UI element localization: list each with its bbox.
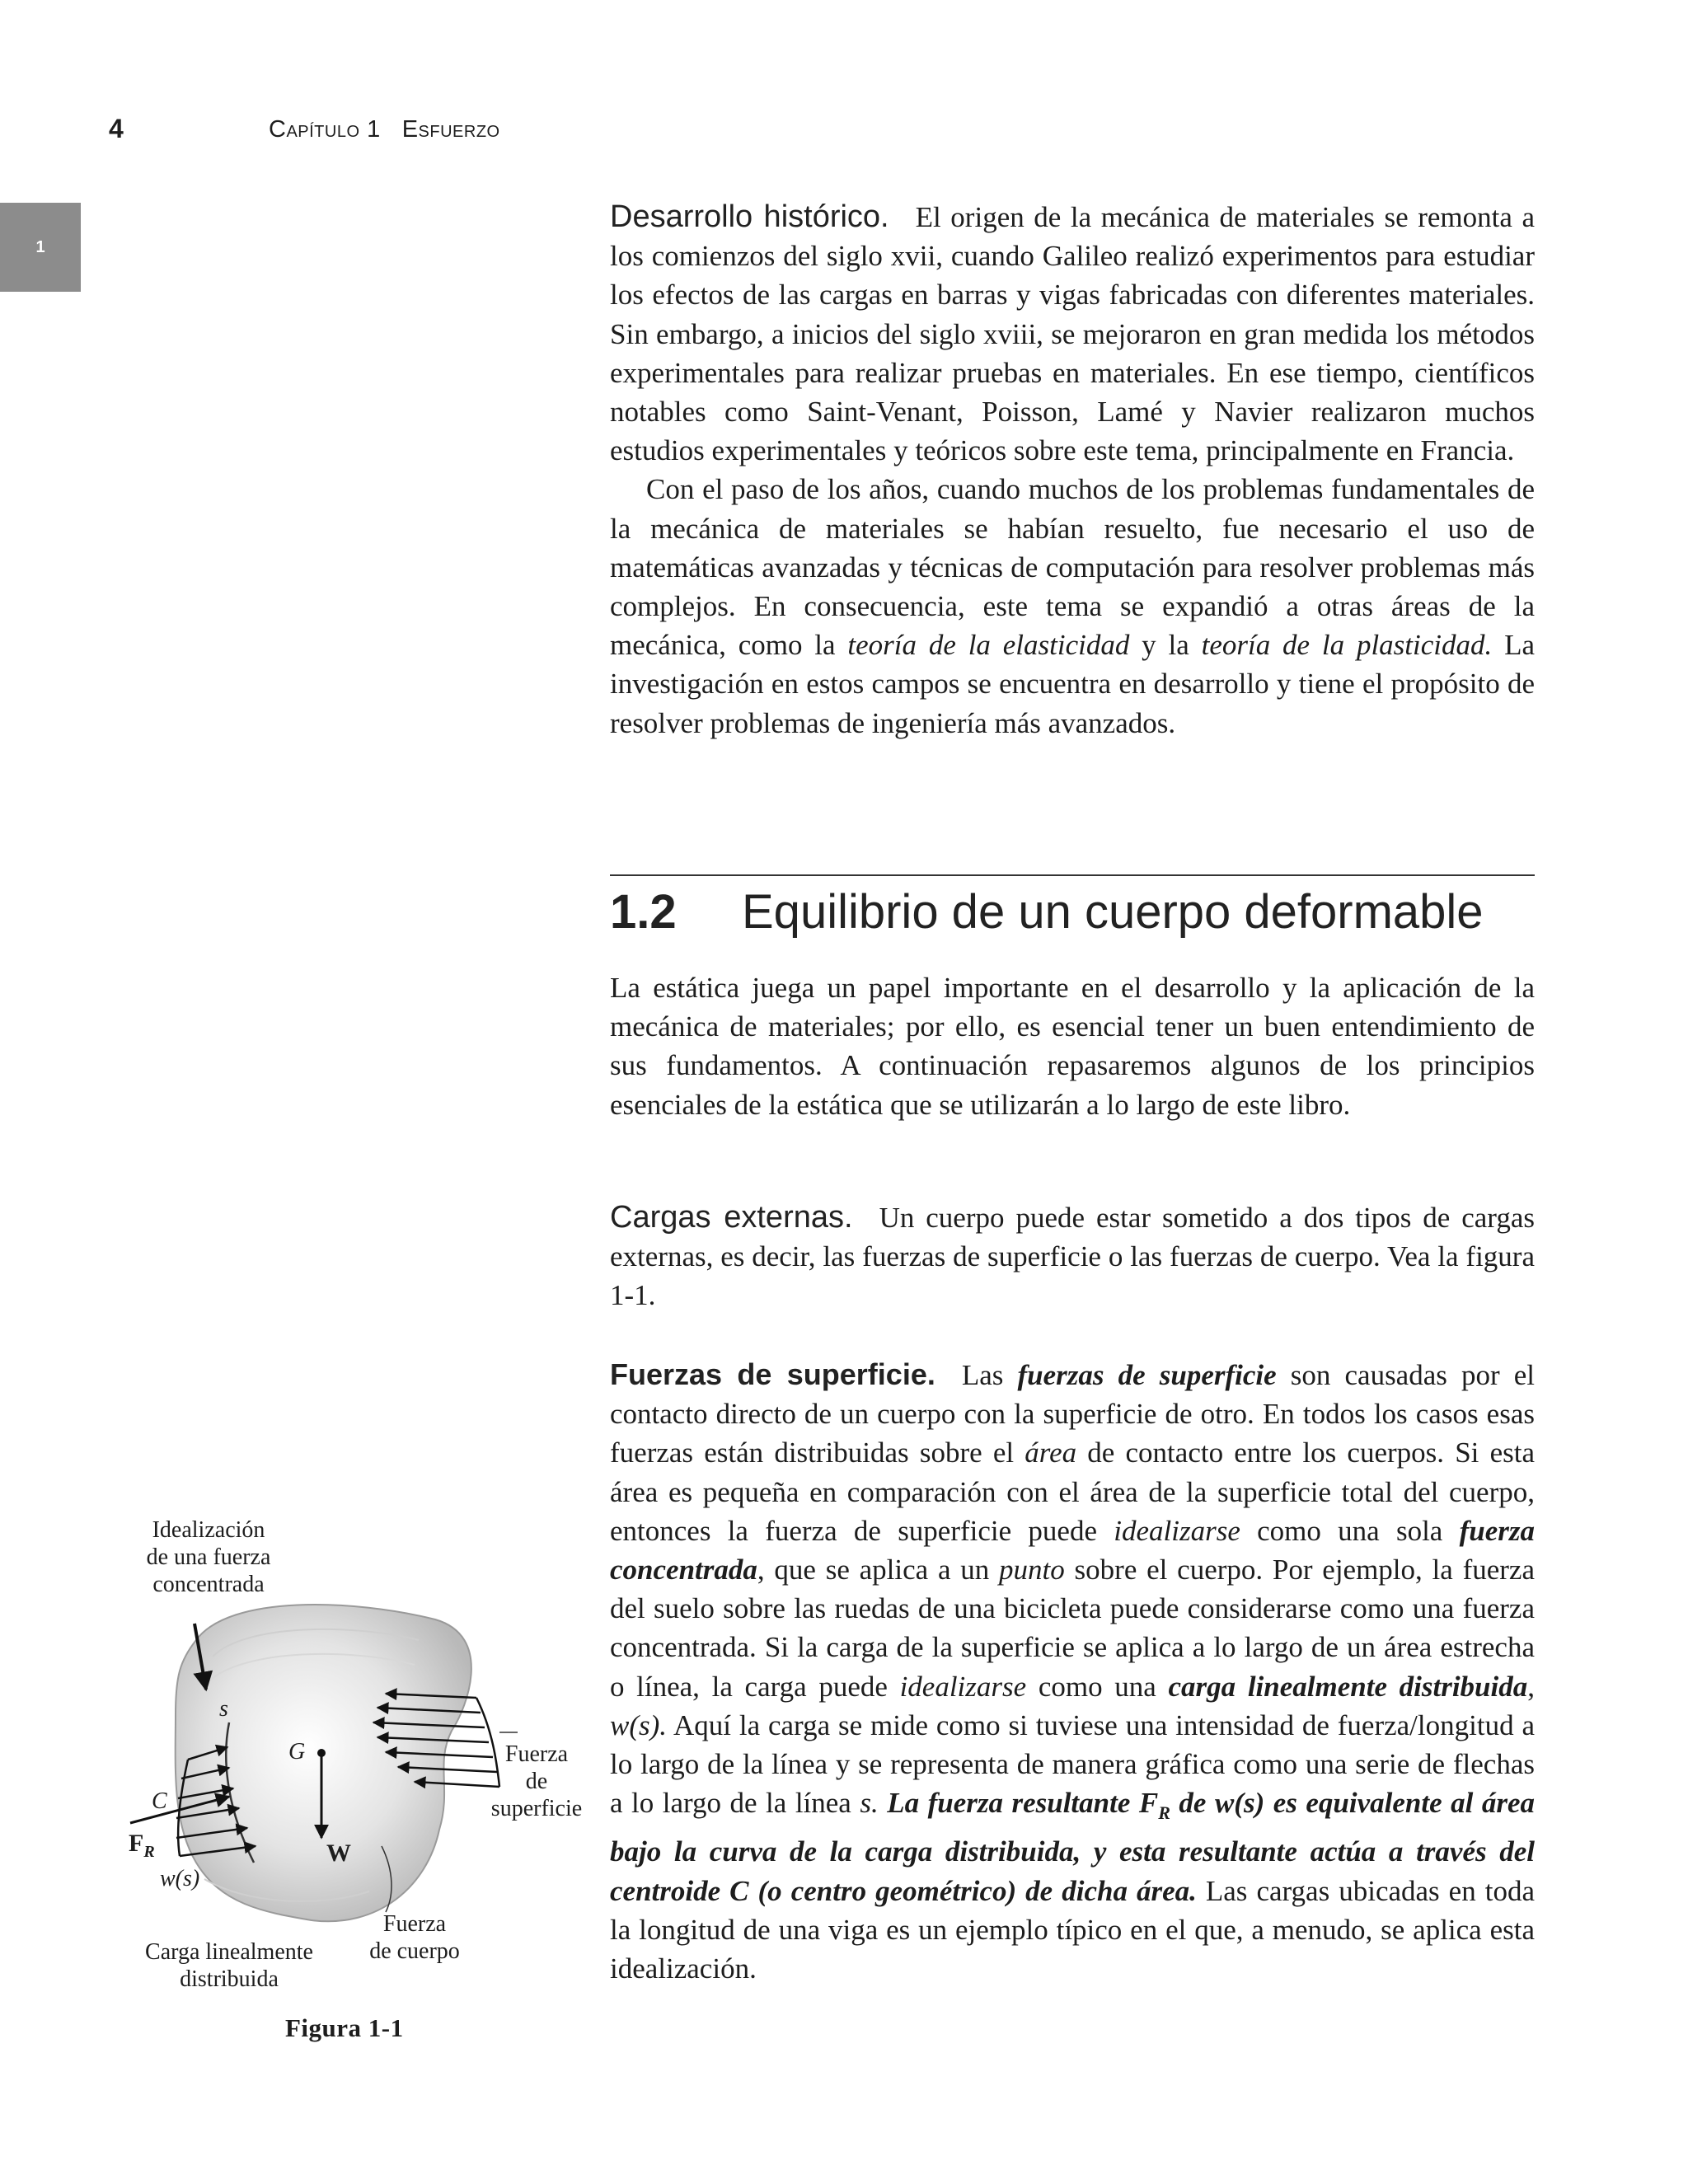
historical-text-1: El origen de la mecánica de materiales se remonta a los comienzos del siglo xvii, cuando Galileo realizó experimentos para estudiar los efectos de las cargas en barras y vigas fabricadas con diferentes materiales. Sin embargo, a inicios del siglo xviii, se mejoraron en gran medida los métodos experimentales para realizar pruebas en materiales. En ese tiempo, científicos notables como Saint-Venant, Poisson, Lamé y Navier realizaron muchos estudios experimentales y teóricos sobre este tema, principalmente en Francia. xyxy=(610,201,1535,467)
chapter-title: Esfuerzo xyxy=(401,116,500,143)
symbol-ws: w(s) xyxy=(160,1866,200,1891)
historical-paragraph-2 xyxy=(610,470,1535,742)
historical-text-2-italic-2: teoría de la plasticidad. xyxy=(1201,629,1493,662)
label-surface-force: Fuerza de superficie xyxy=(490,1741,583,1821)
label-concentrated-force: Idealización de una fuerza concentrada xyxy=(146,1517,271,1597)
sf-text-7: como una xyxy=(1026,1670,1169,1703)
sf-emph-6: idealizarse xyxy=(899,1670,1027,1703)
section-title: Equilibrio de un cuerpo deformable xyxy=(742,885,1484,939)
historical-text-2c: La investigación en estos campos se encuentra en desarrollo y tiene el propósito de resolver problemas de ingeniería más avanzados. xyxy=(610,629,1536,739)
historical-heading: Desarrollo histórico. xyxy=(610,199,889,234)
symbol-s: s xyxy=(219,1696,228,1722)
sf-emph-5: punto xyxy=(999,1554,1065,1586)
section-heading xyxy=(610,884,1535,940)
surface-forces-heading: Fuerzas de superficie. xyxy=(610,1357,935,1391)
symbol-W: W xyxy=(326,1840,351,1867)
sf-emph-10-sub: R xyxy=(1158,1802,1170,1824)
symbol-FR: $F_R$ xyxy=(129,1830,155,1861)
sf-emph-1: fuerzas de superficie xyxy=(1017,1359,1277,1391)
sf-text-5: , que se aplica a un xyxy=(757,1554,1000,1586)
sf-emph-3: idealizarse xyxy=(1114,1514,1240,1547)
historical-text-2a: Con el paso de los años, cuando muchos de los problemas fundamentales de la mecánica de materiales se habían resuelto, fue necesario el uso de matemáticas avanzadas y técnicas de computación para resolver problemas más complejos. En consecuencia, este tema se expandió a otras áreas de la mecánica, como la xyxy=(610,473,1535,662)
sf-text-2: son causadas por el contacto directo de un cuerpo con la superficie de otro. En todos los casos esas fuerzas están distribuidas sobre el xyxy=(610,1359,1535,1469)
section-number: 1.2 xyxy=(610,885,677,939)
surface-forces-block xyxy=(610,1355,1535,1988)
historical-text-2b: y la xyxy=(1129,629,1202,662)
sf-text-1: Las xyxy=(961,1359,1018,1391)
section-intro: La estática juega un papel importante en el desarrollo y la aplicación de la mecánica de materiales; por ello, es esencial tener un buen entendimiento de sus fundamentos. A continuación repasaremos algunos de los principios esenciales de la estática que se utilizarán a lo largo de este libro. xyxy=(610,972,1535,1121)
external-loads-text: Un cuerpo puede estar sometido a dos tipos de cargas externas, es decir, las fuerzas de superficie o las fuerzas de cuerpo. Vea la figura 1-1. xyxy=(610,1202,1535,1312)
external-loads-paragraph xyxy=(610,1198,1535,1315)
chapter-tab-number: 1 xyxy=(35,237,45,256)
external-loads-block xyxy=(610,1198,1535,1315)
sf-text-4: como una sola xyxy=(1240,1514,1460,1547)
sf-text-10: Las cargas ubicadas en toda la longitud de una viga es un ejemplo típico en el que, a menudo, se aplica esta idealización. xyxy=(610,1874,1535,1985)
symbol-C: C xyxy=(152,1788,167,1814)
sf-emph-9: s. xyxy=(860,1787,879,1820)
label-linear-load: Carga linealmente distribuida xyxy=(145,1939,313,1992)
sf-emph-10: La fuerza resultante F xyxy=(878,1787,1159,1820)
external-loads-heading: Cargas externas. xyxy=(610,1200,853,1235)
historical-section xyxy=(610,198,1535,743)
deformable-body xyxy=(176,1605,471,1921)
sf-emph-4: fuerza concentrada xyxy=(610,1514,1535,1586)
sf-text-3: de contacto entre los cuerpos. Si esta área es pequeña en comparación con el área de la superficie total del cuerpo, entonces la fuerza de superficie puede xyxy=(610,1436,1535,1547)
symbol-G: G xyxy=(288,1739,306,1765)
sf-text-6: sobre el cuerpo. Por ejemplo, la fuerza del suelo sobre las ruedas de una bicicleta puede considerarse como una fuerza concentrada. Si la carga de la superficie se aplica a lo largo de un área estrecha o línea, la carga puede xyxy=(610,1554,1535,1703)
sf-emph-7: carga linealmente distribuida xyxy=(1168,1670,1528,1703)
page-number: 4 xyxy=(109,114,124,143)
label-body-force: Fuerza de cuerpo xyxy=(369,1911,460,1964)
surface-forces-paragraph xyxy=(610,1355,1535,1988)
sf-text-8: , xyxy=(1527,1670,1536,1703)
chapter-label: Capítulo 1 xyxy=(269,116,381,143)
chapter-tab xyxy=(0,203,81,292)
sf-emph-2: área xyxy=(1025,1436,1077,1469)
historical-text-2-italic-1: teoría de la elasticidad xyxy=(847,629,1130,662)
running-head xyxy=(269,116,500,143)
historical-paragraph-1 xyxy=(610,198,1535,470)
sf-text-9: Aquí la carga se mide como si tuviese una intensidad de fuerza/longitud a lo largo de la línea y se representa de manera gráfica como una serie de flechas a lo largo de la línea xyxy=(610,1708,1535,1820)
figure-caption: Figura 1-1 xyxy=(285,2013,404,2042)
section-intro-block xyxy=(610,968,1535,1124)
sf-emph-8: w(s). xyxy=(610,1708,668,1741)
figure-1-1 xyxy=(106,1516,592,2060)
section-rule xyxy=(610,874,1535,876)
sf-emph-11: de w(s) es equivalente al área bajo la curva de la carga distribuida, y esta resultante actúa a través del centroide C (o centro geométrico) de dicha área. xyxy=(610,1787,1535,1907)
